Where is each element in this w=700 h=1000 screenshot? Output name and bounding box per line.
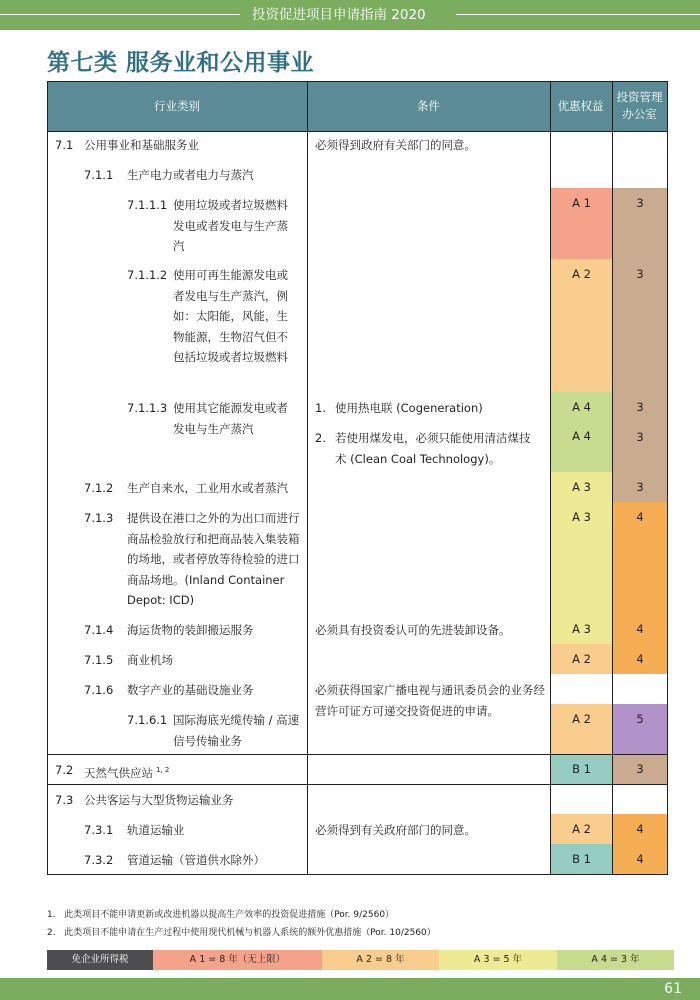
row-name: 使用垃圾或者垃圾燃料发电或者发电与生产蒸汽 [173,198,288,253]
benefit-cell: A 3 [551,502,612,614]
condition-text: 必须获得国家广播电视与通讯委员会的业务经营许可证方可递交投资促进的申请。 [315,683,545,718]
col-header-condition: 条件 [417,98,440,113]
footnote: 2. 此类项目不能申请在生产过程中使用现代机械与机器人系统的额外优惠措施（Por. 10/2560） [47,928,436,938]
header-rule-left [0,14,240,15]
office-cell: 4 4 [613,814,667,874]
row-code: 7.3 [55,793,74,807]
benefit-cell: A 4 A 4 [551,392,612,472]
row-name: 公用事业和基础服务业 [84,138,199,152]
footnote-ref: 1, 2 [156,766,170,774]
office-cell: 3 [613,472,667,502]
row-name: 生产自来水，工业用水或者蒸汽 [127,481,288,495]
row-code: 7.1.4 [84,623,114,637]
office-cell: 4 4 4 [613,502,667,674]
table-header [47,81,667,131]
row-code: 7.1 [55,138,74,152]
benefit-cell: A 2 [551,644,612,674]
col-header-office: 投资管理办公室 [616,90,663,121]
row-name: 数字产业的基础设施业务 [127,683,254,697]
benefit-cell: B 1 [551,844,612,874]
row-code: 7.1.1 [84,168,114,182]
office-cell: 5 [613,704,667,754]
row-code: 7.3.1 [84,823,114,837]
row-code: 7.1.6.1 [127,713,168,727]
row-code: 7.1.1.2 [127,268,168,282]
footnote: 1. 此类项目不能申请更新或改进机器以提高生产效率的投资促进措施（Por. 9/2560） [47,910,395,920]
footer-bar [0,978,700,1000]
row-name: 天然气供应站 $^{1, 2}$ [84,765,170,780]
page-title: 第七类 服务业和公用事业 [47,50,315,76]
condition-text: 必须得到政府有关部门的同意。 [315,138,476,152]
row-name: 提供设在港口之外的为出口而进行商品检验放行和把商品装入集装箱的场地，或者停放等待检验的进口商品场地。(Inland Container Depot: ICD) [127,511,300,607]
benefit-cell: A 2 [551,259,612,392]
row-code: 7.1.5 [84,653,114,667]
row-code: 7.1.3 [84,511,114,525]
row-code: 7.1.6 [84,683,114,697]
condition-num: 1. [315,401,326,415]
row-name: 使用可再生能源发电或者发电与生产蒸汽，例如：太阳能，风能，生物能源，生物沼气但不包括垃圾或者垃圾燃料 [173,268,288,364]
row-code: 7.3.2 [84,853,114,867]
row-name: 管道运输（管道供水除外） [127,853,265,867]
header-rule-right [456,14,700,15]
row-code: 7.2 [55,763,74,777]
condition-num: 2. [315,431,326,445]
office-cell: 3 [613,755,667,784]
legend-item: A 3 = 5 年 [439,950,557,970]
benefit-cell: A 3 [551,472,612,502]
row-name: 国际海底光缆传输 / 高速信号传输业务 [173,713,300,748]
legend-item: A 4 = 3 年 [557,950,674,970]
condition-text: 必须得到有关政府部门的同意。 [315,823,476,837]
condition-text: 若使用煤发电，必须只能使用清洁煤技术 (Clean Coal Technology)。 [335,431,531,466]
benefit-cell: B 1 [551,755,612,784]
row-name: 生产电力或者电力与蒸汽 [127,168,254,182]
col-header-benefit: 优惠权益 [557,98,604,113]
benefit-cell: A 2 [551,814,612,844]
legend-item: A 1 = 8 年（无上限） [153,950,322,970]
benefit-cell: A 1 [551,188,612,259]
condition-text: 使用热电联 (Cogeneration) [335,401,483,415]
condition-text: 必须具有投资委认可的先进装卸设备。 [315,623,511,637]
benefit-cell: A 2 [551,704,612,754]
row-code: 7.1.1.1 [127,198,168,212]
benefit-cell: A 3 [551,614,612,644]
office-cell: 3 3 3 3 [613,188,667,472]
page-number: 61 [664,981,682,997]
row-code: 7.1.2 [84,481,114,495]
row-code: 7.1.1.3 [127,401,168,415]
row-name: 海运货物的装卸搬运服务 [127,623,254,637]
row-name: 公共客运与大型货物运输业务 [84,793,234,807]
header-title: 投资促进项目申请指南 2020 [252,7,426,23]
col-header-category: 行业类别 [154,98,200,113]
row-name: 使用其它能源发电或者发电与生产蒸汽 [173,401,288,436]
legend-item: A 2 = 8 年 [322,950,439,970]
legend-item: 免企业所得税 [47,950,153,970]
row-name: 轨道运输业 [127,823,185,837]
row-name: 商业机场 [127,653,173,667]
